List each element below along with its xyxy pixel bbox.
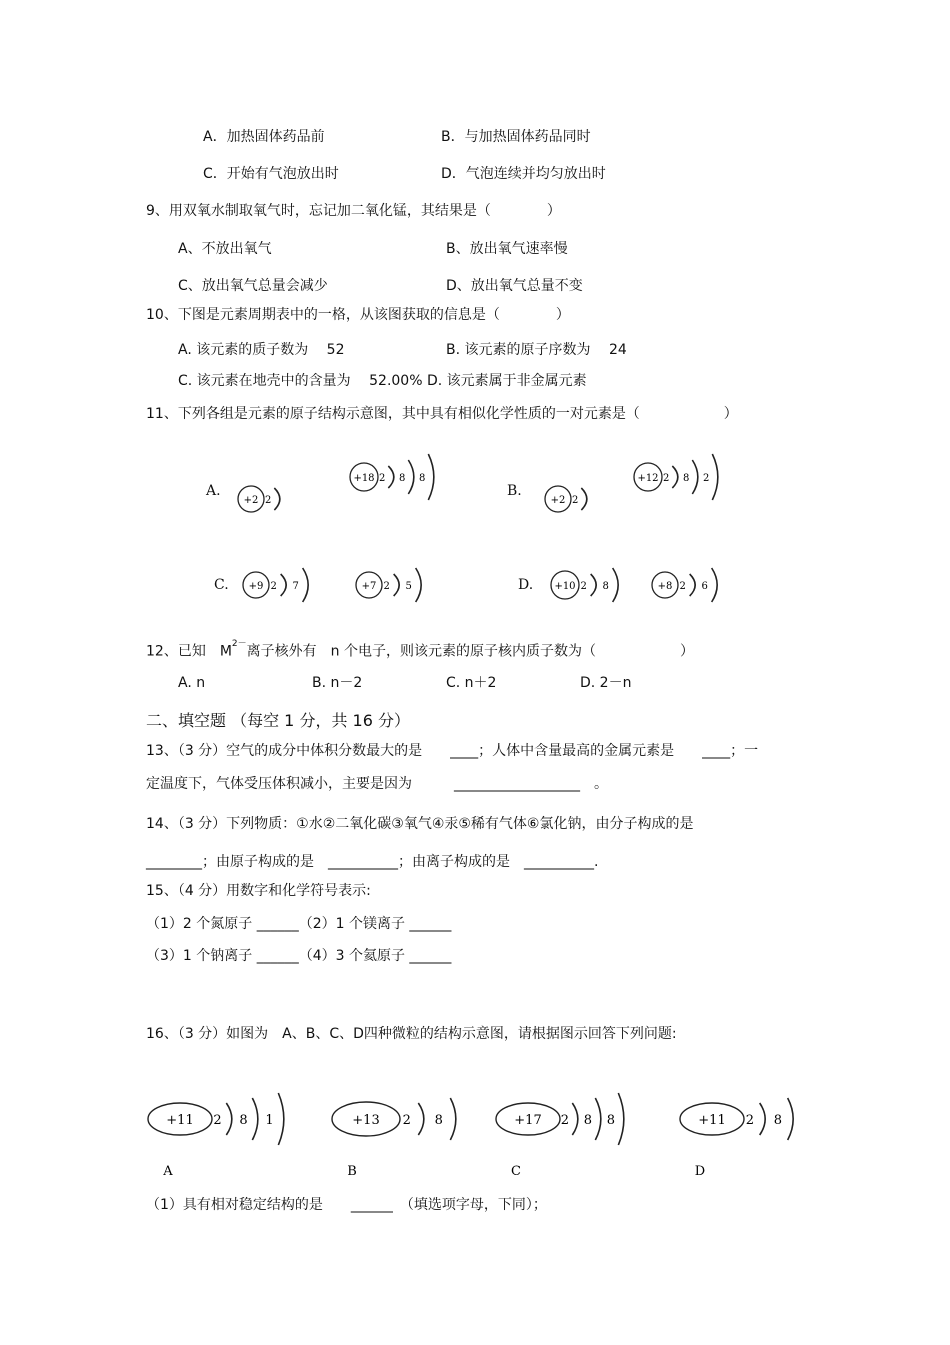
shell-electron-count: 8	[606, 1113, 616, 1128]
shell-electron-count: 8	[773, 1113, 783, 1128]
atom-diagram	[354, 548, 440, 622]
q16-atom-c	[494, 1083, 643, 1193]
nucleus-charge: +17	[514, 1113, 542, 1128]
q13-line1: 13、（3 分）空气的成分中体积分数最大的是 ____；人体中含量最高的金属元素是 ____；一	[146, 743, 759, 759]
atom-diagram	[348, 440, 452, 514]
q11-atom	[650, 548, 736, 626]
q13-line2: 定温度下，气体受压体积减小，主要是因为 __________________ 。	[146, 776, 608, 792]
nucleus-charge: +2	[550, 495, 566, 506]
atom-label: C	[511, 1164, 521, 1179]
atom-diagram	[650, 548, 736, 622]
q16-stem: 16、（3 分）如图为 A、B、C、D四种微粒的结构示意图，请根据图示回答下列问题:	[146, 1026, 677, 1042]
q10-stem: 10、下图是元素周期表中的一格，从该图获取的信息是（ ）	[146, 307, 570, 323]
atom-diagram	[678, 1083, 814, 1189]
electron-shell-arc	[618, 1093, 624, 1145]
nucleus-charge: +11	[698, 1113, 726, 1128]
q12-stem	[146, 639, 694, 661]
shell-electron-count: 8	[434, 1113, 443, 1128]
nucleus-charge: +2	[243, 495, 259, 506]
electron-shell-arc	[388, 466, 394, 488]
shell-electron-count: 2	[383, 581, 390, 592]
electron-shell-arc	[613, 568, 619, 602]
nucleus-charge: +18	[353, 473, 375, 484]
q15-stem: 15、（4 分）用数字和化学符号表示:	[146, 883, 371, 899]
electron-shell-arc	[692, 460, 698, 494]
electron-shell-arc	[595, 1098, 601, 1140]
shell-electron-count: 2	[402, 1113, 411, 1128]
shell-electron-count: 2	[265, 495, 272, 506]
q8-option-a: A．加热固体药品前	[203, 129, 325, 145]
electron-shell-arc	[394, 574, 400, 596]
atom-label: D	[694, 1164, 706, 1179]
q14-line2: ________；由原子构成的是 __________；由离子构成的是 __________.	[146, 854, 599, 870]
electron-shell-arc	[712, 568, 718, 602]
electron-shell-arc	[690, 574, 696, 596]
shell-electron-count: 2	[679, 581, 686, 592]
electron-shell-arc	[712, 454, 718, 500]
q11-label-a: A.	[206, 483, 221, 499]
q11-atom	[236, 462, 298, 540]
nucleus-charge: +13	[352, 1113, 380, 1128]
electron-shell-arc	[281, 574, 287, 596]
electron-shell-arc	[591, 574, 597, 596]
q12-option-d: D. 2－n	[580, 675, 632, 691]
shell-electron-count: 2	[663, 473, 670, 484]
shell-electron-count: 2	[213, 1113, 222, 1128]
electron-shell-arc	[303, 568, 309, 602]
q12-charge: 2－	[231, 639, 247, 649]
q16-atom-b	[330, 1083, 478, 1193]
q9-option-a: A、不放出氧气	[178, 241, 272, 257]
electron-shell-arc	[418, 1103, 424, 1135]
q16-atom-a	[146, 1083, 304, 1193]
shell-electron-count: 6	[701, 581, 708, 592]
electron-shell-arc	[278, 1093, 284, 1145]
electron-shell-arc	[408, 460, 414, 494]
q12-option-c: C. n＋2	[446, 675, 497, 691]
q11-label-b: B.	[507, 483, 522, 499]
electron-shell-arc	[581, 488, 587, 510]
q11-atom	[241, 548, 327, 626]
electron-shell-arc	[672, 466, 678, 488]
q8-option-c: C．开始有气泡放出时	[203, 166, 339, 182]
q10-option-b: B. 该元素的原子序数为 24	[446, 342, 627, 358]
electron-shell-arc	[450, 1098, 456, 1140]
shell-electron-count: 2	[572, 495, 579, 506]
q11-label-d: D.	[518, 577, 534, 593]
shell-electron-count: 5	[405, 581, 412, 592]
shell-electron-count: 7	[292, 581, 299, 592]
atom-label: B	[347, 1164, 357, 1179]
q12-option-a: A. n	[178, 675, 206, 691]
q11-atom	[543, 462, 605, 540]
atom-diagram	[549, 548, 637, 622]
shell-electron-count: 8	[602, 581, 609, 592]
shell-electron-count: 8	[239, 1113, 248, 1128]
q11-atom	[549, 548, 637, 626]
shell-electron-count: 8	[419, 473, 426, 484]
section-heading: 二、填空题 （每空 1 分，共 16 分）	[146, 711, 410, 730]
nucleus-charge: +12	[637, 473, 659, 484]
atom-diagram	[632, 440, 736, 514]
nucleus-charge: +9	[248, 581, 264, 592]
electron-shell-arc	[226, 1103, 232, 1135]
atom-diagram	[330, 1083, 478, 1189]
q11-atom	[348, 440, 452, 518]
q9-option-b: B、放出氧气速率慢	[446, 241, 568, 257]
shell-electron-count: 8	[683, 473, 690, 484]
electron-shell-arc	[274, 488, 280, 510]
nucleus-charge: +7	[361, 581, 377, 592]
q10-option-a: A. 该元素的质子数为 52	[178, 342, 345, 358]
atom-diagram	[241, 548, 327, 622]
electron-shell-arc	[572, 1103, 578, 1135]
q12-stem-post: 离子核外有 n 个电子，则该元素的原子核内质子数为（ ）	[246, 643, 694, 660]
shell-electron-count: 2	[745, 1113, 755, 1128]
q11-atom	[354, 548, 440, 626]
electron-shell-arc	[252, 1098, 258, 1140]
q16-sub1: （1）具有相对稳定结构的是 ______ （填选项字母，下同）；	[146, 1197, 547, 1213]
electron-shell-arc	[416, 568, 422, 602]
shell-electron-count: 1	[265, 1113, 274, 1128]
nucleus-charge: +10	[554, 581, 576, 592]
atom-diagram	[236, 462, 298, 536]
nucleus-charge: +8	[657, 581, 673, 592]
atom-diagram	[494, 1083, 643, 1189]
q10-option-cd: C. 该元素在地壳中的含量为 52.00% D. 该元素属于非金属元素	[178, 373, 587, 389]
q16-atom-d	[678, 1083, 814, 1193]
electron-shell-arc	[760, 1103, 766, 1135]
q11-stem: 11、下列各组是元素的原子结构示意图，其中具有相似化学性质的一对元素是（ ）	[146, 406, 738, 422]
electron-shell-arc	[788, 1098, 794, 1140]
shell-electron-count: 2	[560, 1113, 570, 1128]
q9-stem: 9、用双氧水制取氧气时，忘记加二氧化锰，其结果是（ ）	[146, 203, 561, 219]
q12-option-b: B. n－2	[312, 675, 363, 691]
q11-label-c: C.	[214, 577, 229, 593]
q9-option-d: D、放出氧气总量不变	[446, 278, 583, 294]
shell-electron-count: 2	[270, 581, 277, 592]
shell-electron-count: 2	[580, 581, 587, 592]
q8-option-b: B．与加热固体药品同时	[441, 129, 591, 145]
atom-label: A	[163, 1164, 173, 1179]
q8-option-d: D．气泡连续并均匀放出时	[441, 166, 606, 182]
nucleus-charge: +11	[166, 1113, 194, 1128]
atom-diagram	[146, 1083, 304, 1189]
q11-atom	[632, 440, 736, 518]
shell-electron-count: 8	[583, 1113, 593, 1128]
q12-stem-pre: 12、已知 M	[146, 643, 232, 660]
shell-electron-count: 2	[703, 473, 710, 484]
q14-line1: 14、（3 分）下列物质：①水②二氧化碳③氧气④汞⑤稀有气体⑥氯化钠，由分子构成的是	[146, 816, 694, 832]
shell-electron-count: 8	[399, 473, 406, 484]
shell-electron-count: 2	[379, 473, 386, 484]
q15-line1: （1）2 个氮原子 ______（2）1 个镁离子 ______	[146, 916, 452, 932]
atom-diagram	[543, 462, 605, 536]
q15-line2: （3）1 个钠离子 ______（4）3 个氦原子 ______	[146, 948, 452, 964]
electron-shell-arc	[428, 454, 434, 500]
q9-option-c: C、放出氧气总量会减少	[178, 278, 328, 294]
